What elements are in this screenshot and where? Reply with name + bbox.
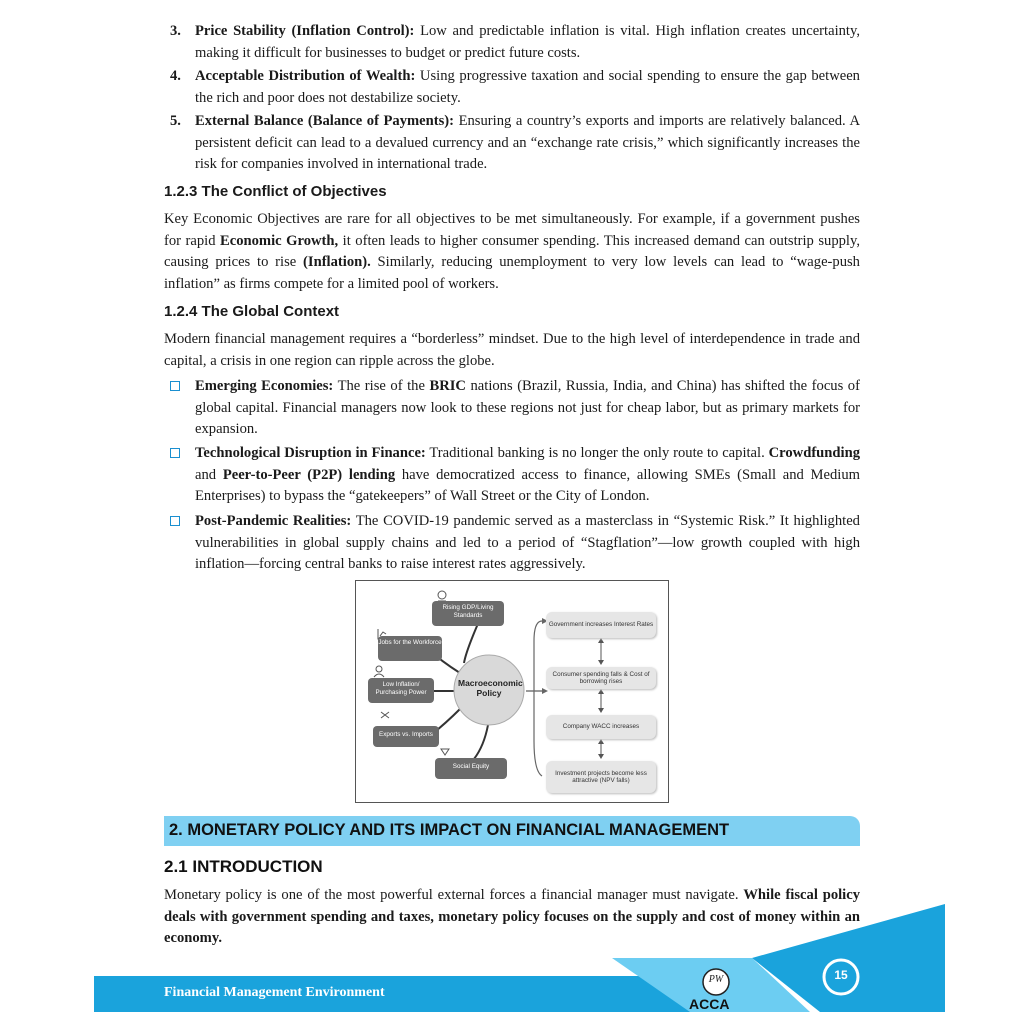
text: nations (Brazil, Russia, India, and China) has shifted the focus of global capital. Financial managers now look to these regions not just for cheap labor, but as primary markets for expansion. (195, 378, 860, 437)
pw-logo-icon: PW (708, 974, 724, 985)
subsection-title: 2.1 INTRODUCTION (164, 857, 323, 876)
bold-text: Peer-to-Peer (P2P) lending (222, 466, 396, 483)
section-heading: 1.2.3 The Conflict of Objectives (164, 183, 387, 200)
item-title: Price Stability (Inflation Control): (195, 23, 415, 39)
connector-line (474, 725, 488, 759)
item-number: 3. (170, 23, 181, 39)
bold-text: Crowdfunding (768, 445, 860, 461)
diagram-step: Consumer spending falls & Cost of borrowing rises (546, 667, 656, 689)
text: The COVID-19 pandemic served as a masterclass in “Systemic Risk.” It highlighted vulnerabilities in global supply chains and led to a period of “Stagflation”—low growth coupled with high inflation—forcing central banks to raise interest rates aggressively. (195, 513, 860, 572)
bullet-title: Technological Disruption in Finance: (195, 445, 426, 461)
brand-label: ACCA (689, 996, 730, 1012)
checkbox-bullet-icon (170, 516, 180, 526)
checkbox-bullet-icon (170, 381, 180, 391)
list-item (170, 21, 860, 64)
bracket-line (534, 621, 542, 776)
section-title: 2. MONETARY POLICY AND ITS IMPACT ON FINANCIAL MANAGEMENT (169, 821, 730, 839)
item-title: Acceptable Distribution of Wealth: (195, 68, 416, 84)
arrow-head (542, 688, 548, 694)
diagram-node: Social Equity (435, 758, 507, 779)
diagram-node: Exports vs. Imports (373, 726, 439, 747)
diagram-node: Rising GDP/Living Standards (432, 601, 504, 626)
diagram-step: Investment projects become less attractive (NPV falls) (546, 761, 656, 793)
diagram-step: Government increases Interest Rates (546, 612, 656, 638)
item-title: External Balance (Balance of Payments): (195, 113, 455, 129)
paragraph: Modern financial management requires a “borderless” mindset. Due to the high level of interdependence in trade and capital, a crisis in one region can ripple across the globe. (164, 331, 860, 369)
diagram-node: Jobs for the Workforce (378, 636, 442, 661)
bullet-title: Post-Pandemic Realities: (195, 513, 352, 529)
item-number: 4. (170, 68, 181, 84)
item-text: Using progressive taxation and social spending to ensure the gap between the rich and poor does not destabilize society. (195, 68, 860, 106)
item-text: Ensuring a country’s exports and imports are relatively balanced. A persistent deficit can lead to a devalued currency and an “exchange rate crisis,” which significantly increases the risk for companies involved in international trade. (195, 113, 860, 172)
text: Key Economic Objectives are rare for all objectives to be met simultaneously. For example, if a government pushes for rapid (164, 211, 860, 249)
list-item (170, 66, 860, 109)
text: Traditional banking is no longer the only route to capital. (425, 445, 769, 461)
section-heading: 1.2.4 The Global Context (164, 303, 340, 320)
diagram-step: Company WACC increases (546, 715, 656, 739)
section-title-bar (164, 816, 860, 846)
item-text: Low and predictable inflation is vital. High inflation creates uncertainty, making it difficult for businesses to budget or predict future costs. (195, 23, 860, 61)
bold-text: BRIC (429, 378, 466, 394)
page-number: 15 (834, 968, 848, 982)
text: Monetary policy is one of the most powerful external forces a financial manager must navigate. (164, 887, 744, 903)
diagram-center-label: Macroeconomic Policy (458, 678, 523, 698)
paragraph (164, 209, 860, 295)
macroeconomic-policy-diagram (355, 580, 669, 803)
list-item (170, 111, 860, 176)
text: have democratized access to finance, allowing SMEs (Small and Medium Enterprises) to bypass the “gatekeepers” of Wall Street or the City of London. (195, 466, 860, 504)
bold-text: While fiscal policy deals with government spending and taxes, monetary policy focuses on the supply and cost of money within an economy. (164, 887, 860, 946)
text: and (195, 466, 223, 483)
text: Similarly, reducing unemployment to very low levels can lead to “wage-push inflation” as firms compete for a limited pool of workers. (164, 254, 860, 292)
item-number: 5. (170, 113, 181, 129)
bold-text: Economic Growth, (220, 232, 339, 249)
diagram-node: Low Inflation/ Purchasing Power (368, 678, 434, 703)
footer-title: Financial Management Environment (164, 985, 385, 1000)
bullet-item (170, 511, 860, 576)
checkbox-bullet-icon (170, 448, 180, 458)
bullet-title: Emerging Economies: (195, 378, 334, 394)
text: it often leads to higher consumer spending. This increased demand can outstrip supply, causing prices to rise (164, 232, 860, 270)
bullet-item (170, 443, 860, 508)
footer-graphics (0, 900, 1024, 1024)
bold-text: (Inflation). (303, 254, 371, 270)
text: The rise of the (333, 378, 430, 394)
bullet-item (170, 376, 860, 441)
